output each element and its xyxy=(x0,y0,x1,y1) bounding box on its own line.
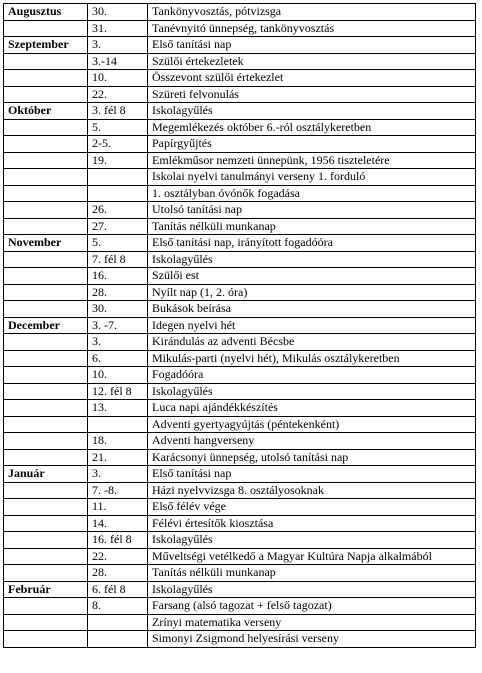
event-description-cell: 1. osztályban óvónők fogadása xyxy=(148,185,476,202)
month-name-cell: Szeptember xyxy=(4,37,88,54)
event-date-cell xyxy=(88,185,148,202)
month-empty-cell xyxy=(4,350,88,367)
event-description-cell: Adventi hangverseny xyxy=(148,433,476,450)
event-description-cell: Nyílt nap (1, 2. óra) xyxy=(148,284,476,301)
month-empty-cell xyxy=(4,218,88,235)
event-date-cell: 10. xyxy=(88,367,148,384)
event-date-cell: 14. xyxy=(88,515,148,532)
month-empty-cell xyxy=(4,268,88,285)
event-description-cell: Szülői est xyxy=(148,268,476,285)
event-description-cell: Összevont szülői értekezlet xyxy=(148,70,476,87)
month-empty-cell xyxy=(4,598,88,615)
month-name-cell: Január xyxy=(4,466,88,483)
month-empty-cell xyxy=(4,53,88,70)
schedule-row xyxy=(4,466,476,483)
month-empty-cell xyxy=(4,334,88,351)
schedule-row xyxy=(4,235,476,252)
schedule-row xyxy=(4,482,476,499)
month-empty-cell xyxy=(4,70,88,87)
schedule-row xyxy=(4,86,476,103)
schedule-row xyxy=(4,581,476,598)
event-description-cell: Első tanítási nap, irányított fogadóóra xyxy=(148,235,476,252)
event-date-cell: 16. xyxy=(88,268,148,285)
month-empty-cell xyxy=(4,482,88,499)
event-description-cell: Műveltségi vetélkedő a Magyar Kultúra Napja alkalmából xyxy=(148,548,476,565)
event-date-cell: 31. xyxy=(88,20,148,37)
month-empty-cell xyxy=(4,383,88,400)
event-description-cell: Tanítás nélküli munkanap xyxy=(148,218,476,235)
month-empty-cell xyxy=(4,400,88,417)
event-date-cell: 26. xyxy=(88,202,148,219)
event-date-cell: 13. xyxy=(88,400,148,417)
event-description-cell: Papírgyűjtés xyxy=(148,136,476,153)
schedule-row xyxy=(4,383,476,400)
month-empty-cell xyxy=(4,152,88,169)
schedule-row xyxy=(4,515,476,532)
month-empty-cell xyxy=(4,614,88,631)
event-date-cell: 6. xyxy=(88,350,148,367)
month-empty-cell xyxy=(4,416,88,433)
schedule-row xyxy=(4,565,476,582)
event-date-cell: 5. xyxy=(88,235,148,252)
event-description-cell: Iskolagyűlés xyxy=(148,581,476,598)
schedule-row xyxy=(4,268,476,285)
event-date-cell: 12. fél 8 xyxy=(88,383,148,400)
month-empty-cell xyxy=(4,433,88,450)
schedule-row xyxy=(4,614,476,631)
event-date-cell: 30. xyxy=(88,301,148,318)
month-empty-cell xyxy=(4,631,88,648)
event-date-cell: 28. xyxy=(88,565,148,582)
event-description-cell: Fogadóóra xyxy=(148,367,476,384)
month-empty-cell xyxy=(4,251,88,268)
schedule-row xyxy=(4,598,476,615)
event-description-cell: Idegen nyelvi hét xyxy=(148,317,476,334)
month-empty-cell xyxy=(4,548,88,565)
event-date-cell: 10. xyxy=(88,70,148,87)
schedule-row xyxy=(4,334,476,351)
event-date-cell: 11. xyxy=(88,499,148,516)
event-date-cell: 3. -7. xyxy=(88,317,148,334)
event-date-cell: 5. xyxy=(88,119,148,136)
schedule-row xyxy=(4,218,476,235)
event-description-cell: Iskolagyűlés xyxy=(148,251,476,268)
schedule-row xyxy=(4,367,476,384)
event-description-cell: Házi nyelvvizsga 8. osztályosoknak xyxy=(148,482,476,499)
event-date-cell: 19. xyxy=(88,152,148,169)
month-empty-cell xyxy=(4,499,88,516)
event-date-cell: 3. xyxy=(88,466,148,483)
event-description-cell: Adventi gyertyagyújtás (péntekenként) xyxy=(148,416,476,433)
schedule-row xyxy=(4,433,476,450)
event-date-cell: 3.-14 xyxy=(88,53,148,70)
event-description-cell: Iskolagyűlés xyxy=(148,532,476,549)
schedule-row xyxy=(4,631,476,648)
schedule-row xyxy=(4,37,476,54)
month-empty-cell xyxy=(4,301,88,318)
event-description-cell: Iskolagyűlés xyxy=(148,383,476,400)
schedule-row xyxy=(4,416,476,433)
event-description-cell: Szüreti felvonulás xyxy=(148,86,476,103)
event-date-cell: 8. xyxy=(88,598,148,615)
event-description-cell: Első tanítási nap xyxy=(148,466,476,483)
schedule-body xyxy=(4,4,476,648)
schedule-row xyxy=(4,350,476,367)
event-description-cell: Simonyi Zsigmond helyesírási verseny xyxy=(148,631,476,648)
event-date-cell: 7. -8. xyxy=(88,482,148,499)
schedule-row xyxy=(4,185,476,202)
event-date-cell xyxy=(88,416,148,433)
month-empty-cell xyxy=(4,449,88,466)
month-empty-cell xyxy=(4,202,88,219)
month-empty-cell xyxy=(4,532,88,549)
schedule-row xyxy=(4,548,476,565)
event-description-cell: Első tanítási nap xyxy=(148,37,476,54)
schedule-row xyxy=(4,532,476,549)
event-date-cell: 3. xyxy=(88,334,148,351)
month-name-cell: Február xyxy=(4,581,88,598)
month-name-cell: Augusztus xyxy=(4,4,88,21)
event-description-cell: Mikulás-parti (nyelvi hét), Mikulás osztálykeretben xyxy=(148,350,476,367)
event-date-cell: 18. xyxy=(88,433,148,450)
month-name-cell: November xyxy=(4,235,88,252)
event-description-cell: Luca napi ajándékkészítés xyxy=(148,400,476,417)
event-description-cell: Farsang (alsó tagozat + felső tagozat) xyxy=(148,598,476,615)
schedule-row xyxy=(4,119,476,136)
event-description-cell: Karácsonyi ünnepség, utolsó tanítási nap xyxy=(148,449,476,466)
event-description-cell: Iskolai nyelvi tanulmányi verseny 1. forduló xyxy=(148,169,476,186)
event-description-cell: Tanévnyitó ünnepség, tankönyvosztás xyxy=(148,20,476,37)
event-date-cell: 30. xyxy=(88,4,148,21)
schedule-row xyxy=(4,70,476,87)
month-empty-cell xyxy=(4,119,88,136)
month-empty-cell xyxy=(4,515,88,532)
schedule-row xyxy=(4,169,476,186)
schedule-row xyxy=(4,202,476,219)
event-description-cell: Emlékműsor nemzeti ünnepünk, 1956 tiszteletére xyxy=(148,152,476,169)
event-description-cell: Első félév vége xyxy=(148,499,476,516)
month-empty-cell xyxy=(4,86,88,103)
event-date-cell xyxy=(88,169,148,186)
event-description-cell: Megemlékezés október 6.-ról osztálykeretben xyxy=(148,119,476,136)
schedule-row xyxy=(4,284,476,301)
event-date-cell: 22. xyxy=(88,548,148,565)
event-description-cell: Iskolagyűlés xyxy=(148,103,476,120)
month-empty-cell xyxy=(4,185,88,202)
schedule-row xyxy=(4,4,476,21)
event-date-cell: 3. xyxy=(88,37,148,54)
event-description-cell: Szülői értekezletek xyxy=(148,53,476,70)
event-description-cell: Tankönyvosztás, pótvizsga xyxy=(148,4,476,21)
month-empty-cell xyxy=(4,136,88,153)
event-description-cell: Utolsó tanítási nap xyxy=(148,202,476,219)
event-description-cell: Zrínyi matematika verseny xyxy=(148,614,476,631)
event-date-cell xyxy=(88,631,148,648)
event-date-cell: 7. fél 8 xyxy=(88,251,148,268)
event-description-cell: Kirándulás az adventi Bécsbe xyxy=(148,334,476,351)
month-empty-cell xyxy=(4,20,88,37)
event-date-cell xyxy=(88,614,148,631)
schedule-row xyxy=(4,136,476,153)
schedule-row xyxy=(4,400,476,417)
schedule-row xyxy=(4,251,476,268)
schedule-row xyxy=(4,449,476,466)
event-date-cell: 2-5. xyxy=(88,136,148,153)
event-description-cell: Tanítás nélküli munkanap xyxy=(148,565,476,582)
schedule-row xyxy=(4,152,476,169)
month-empty-cell xyxy=(4,169,88,186)
event-description-cell: Félévi értesítők kiosztása xyxy=(148,515,476,532)
event-date-cell: 6. fél 8 xyxy=(88,581,148,598)
month-empty-cell xyxy=(4,565,88,582)
schedule-row xyxy=(4,301,476,318)
event-description-cell: Bukások beírása xyxy=(148,301,476,318)
month-name-cell: Október xyxy=(4,103,88,120)
event-date-cell: 21. xyxy=(88,449,148,466)
event-date-cell: 28. xyxy=(88,284,148,301)
schedule-row xyxy=(4,317,476,334)
month-empty-cell xyxy=(4,367,88,384)
schedule-row xyxy=(4,20,476,37)
schedule-row xyxy=(4,103,476,120)
event-date-cell: 22. xyxy=(88,86,148,103)
month-empty-cell xyxy=(4,284,88,301)
schedule-row xyxy=(4,53,476,70)
event-date-cell: 3. fél 8 xyxy=(88,103,148,120)
event-date-cell: 27. xyxy=(88,218,148,235)
month-name-cell: December xyxy=(4,317,88,334)
school-year-schedule-table xyxy=(3,3,476,648)
event-date-cell: 16. fél 8 xyxy=(88,532,148,549)
schedule-row xyxy=(4,499,476,516)
